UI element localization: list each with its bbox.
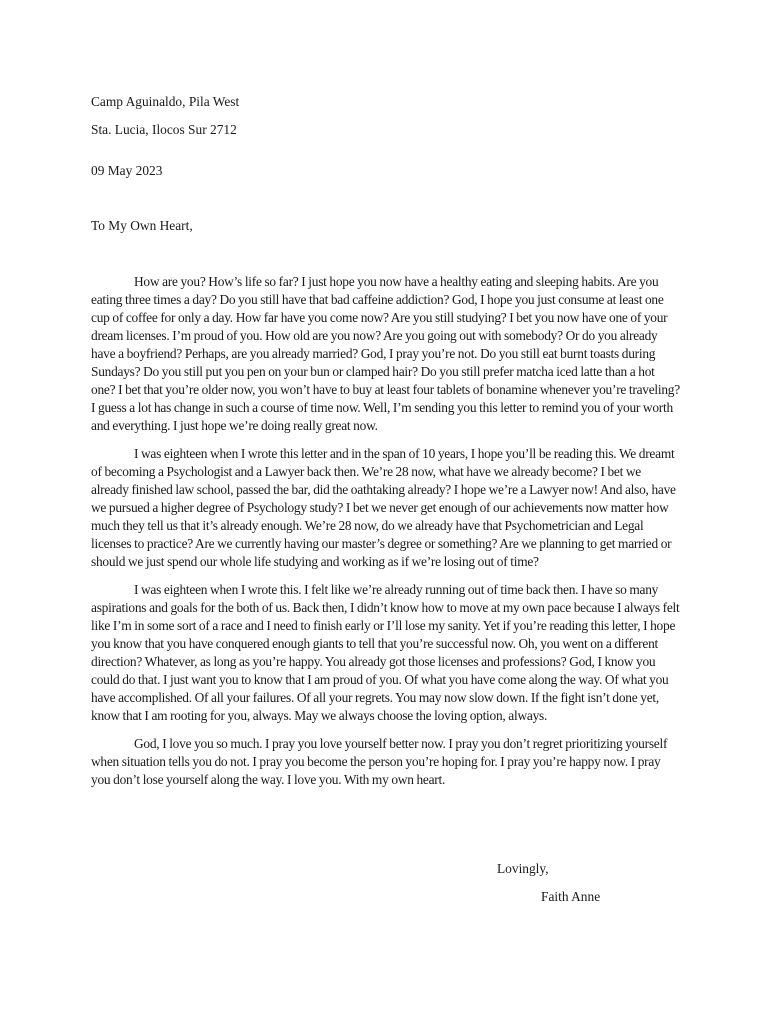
paragraph-2: I was eighteen when I wrote this letter and in the span of 10 years, I hope you’ll be reading this. We dreamt of becoming a Psychologist and a Lawyer back then. We’re 28 now, what have we already become? I bet we already finished law school, passed the bar, did the oathtaking already? I hope we’re a Lawyer now! And also, have we pursued a higher degree of Psychology study? I bet we never get enough of our achievements now matter how much they tell us that it’s already enough. We’re 28 now, do we already have that Psychometrician and Legal licenses to practice? Are we currently having our master’s degree or something? Are we planning to get married or should we just spend our whole life studying and working as if we’re losing out of time? — [91, 446, 676, 569]
letter-date: 09 May 2023 — [91, 163, 163, 178]
paragraph-4: God, I love you so much. I pray you love yourself better now. I pray you don’t regret prioritizing yourself when situation tells you do not. I pray you become the person you’re hoping for. I pray you’re happy now. I pray you don’t lose yourself along the way. I love you. With my own heart. — [91, 736, 668, 787]
address-line-1: Camp Aguinaldo, Pila West — [91, 94, 240, 109]
letter-body — [91, 273, 681, 799]
salutation: To My Own Heart, — [91, 218, 193, 233]
signature-name: Faith Anne — [541, 889, 601, 904]
address-line-2: Sta. Lucia, Ilocos Sur 2712 — [91, 122, 237, 137]
closing: Lovingly, — [497, 861, 549, 876]
paragraph-3: I was eighteen when I wrote this. I felt like we’re already running out of time back then. I have so many aspirations and goals for the both of us. Back then, I didn’t know how to move at my own pace because I always felt like I’m in some sort of a race and I need to finish early or I’ll lose my sanity. Yet if you’re reading this letter, I hope you know that you have conquered enough giants to tell that you’re successful now. Oh, you went on a different direction? Whatever, as long as you’re happy. You already got those licenses and professions? God, I know you could do that. I just want you to know that I am proud of you. Of what you have come along the way. Of what you have accomplished. Of all your failures. Of all your regrets. You may now slow down. If the fight isn’t done yet, know that I am rooting for you, always. May we always choose the loving option, always. — [91, 582, 680, 723]
paragraph-1: How are you? How’s life so far? I just hope you now have a healthy eating and sleeping habits. Are you eating three times a day? Do you still have that bad caffeine addiction? God, I hope you just consume at least one cup of coffee for only a day. How far have you come now? Are you still studying? I bet you now have one of your dream licenses. I’m proud of you. How old are you now? Are you going out with somebody? Or do you already have a boyfriend? Perhaps, are you already married? God, I pray you’re not. Do you still eat burnt toasts during Sundays? Do you still put you pen on your bun or clamped hair? Do you still prefer matcha iced latte than a hot one? I bet that you’re older now, you won’t have to buy at least four tablets of bonamine whenever you’re traveling? I guess a lot has change in such a course of time now. Well, I’m sending you this letter to remind you of your worth and everything. I just hope we’re doing really great now. — [91, 274, 680, 433]
